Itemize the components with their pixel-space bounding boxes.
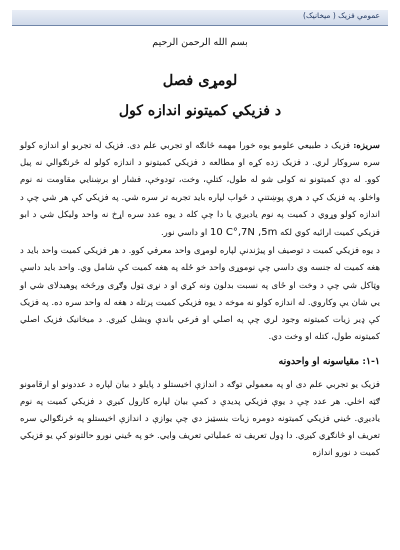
running-header xyxy=(12,10,388,26)
intro-lead: سريزه: xyxy=(353,141,380,151)
body-text xyxy=(20,138,380,464)
chapter-title: لومړی فصل xyxy=(162,72,238,89)
intro-paragraph xyxy=(20,138,380,242)
intro-text-1: فزيک د طبيعي علومو يوه خورا مهمه څانګه او تجربي علم دى. فزيک له تجربو او اندازه کولو سره سروکار لري. د فزيک زده کړه او مطالعه د فزيکي کميتونو د اندازه کولو له څرنګوالي نه پيل کوو. له دې کميتونو نه کولى شو له طول، کتلې، وخت، تودوخې، فشار او برښنايي مقاومت نه نوم واخلو. په فزيک کې د هرې پوښتنې د ځواب لپاره بايد تجربه تر سره شي. په فزيکي کې هر شي چې د اندازه کولو وړوي د کميت په نوم ياديږي يا دا چې کله د يوه عدد سره اړخ نه واحد وليکل شي د ابو فزيکي کميت ارائيه کوي لکه xyxy=(20,141,380,239)
paragraph-2: د يوه فزيکي کميت د توصيف او پيژندنې لپاره لومړى واحد معرفي کوو. د هر فزيکي کميت واحد بايد د هغه کميت له جنسه وي داسي چې نوموړى واحد خو ځله په هغه کميت کې شامل وي. واحد بايد داسې وټاکل شي چې د وخت او ځاى په نسبت بدلون ونه کړي او د نړى ټول وګړى ورڅخه پوهيدلاى شي او يي شان يې وکاروي. له اندازه کولو نه موخه د يوه فزيکي کميت پرتله د هغه له واحد سره ده. په فزيک کې ډير زيات کميتونه وجود لري چې په اصلي او فرعي باندې ويشل کيږي. د ميخانيک فزيک اصلي کميتونه طول، کتله او وخت دي. xyxy=(20,246,380,343)
basmala: بسم الله الرحمن الرحيم xyxy=(152,37,248,48)
chapter-subtitle: د فزيکي کميتونو اندازه کول xyxy=(118,103,282,119)
paragraph-3: فزيک يو تجربي علم دى او په معمولي توګه د اندازې اخيستلو د پايلو د بيان لپاره د عددونو او ارقامونو ګټه اخلي. هر عدد چې د يوې فزيکي پديدې د کمې بيان لپاره کارول کيږي د فزيکي کميت په نوم ياديږي. ځيني فزيکي کميتونه دومره زيات بنسټيز دي چې يوازې د اندازې اخيستلو په څرنګوالي سره تعريف او څانګړي کيږي. دا ډول تعريف ته عملياتي تعريف وايي. خو په ځيني نورو حالتونو کې يو فزيکي کميت د نورو اندازه xyxy=(20,379,380,459)
running-header-text: عمومي فزيک ( ميخانيک) xyxy=(303,11,380,20)
section-heading: ۱-۱: مقياسونه او واحدونه xyxy=(278,356,380,368)
intro-units: 10 C°,7N ,5m xyxy=(209,227,278,239)
intro-text-2: او داسي نور. xyxy=(160,228,210,239)
